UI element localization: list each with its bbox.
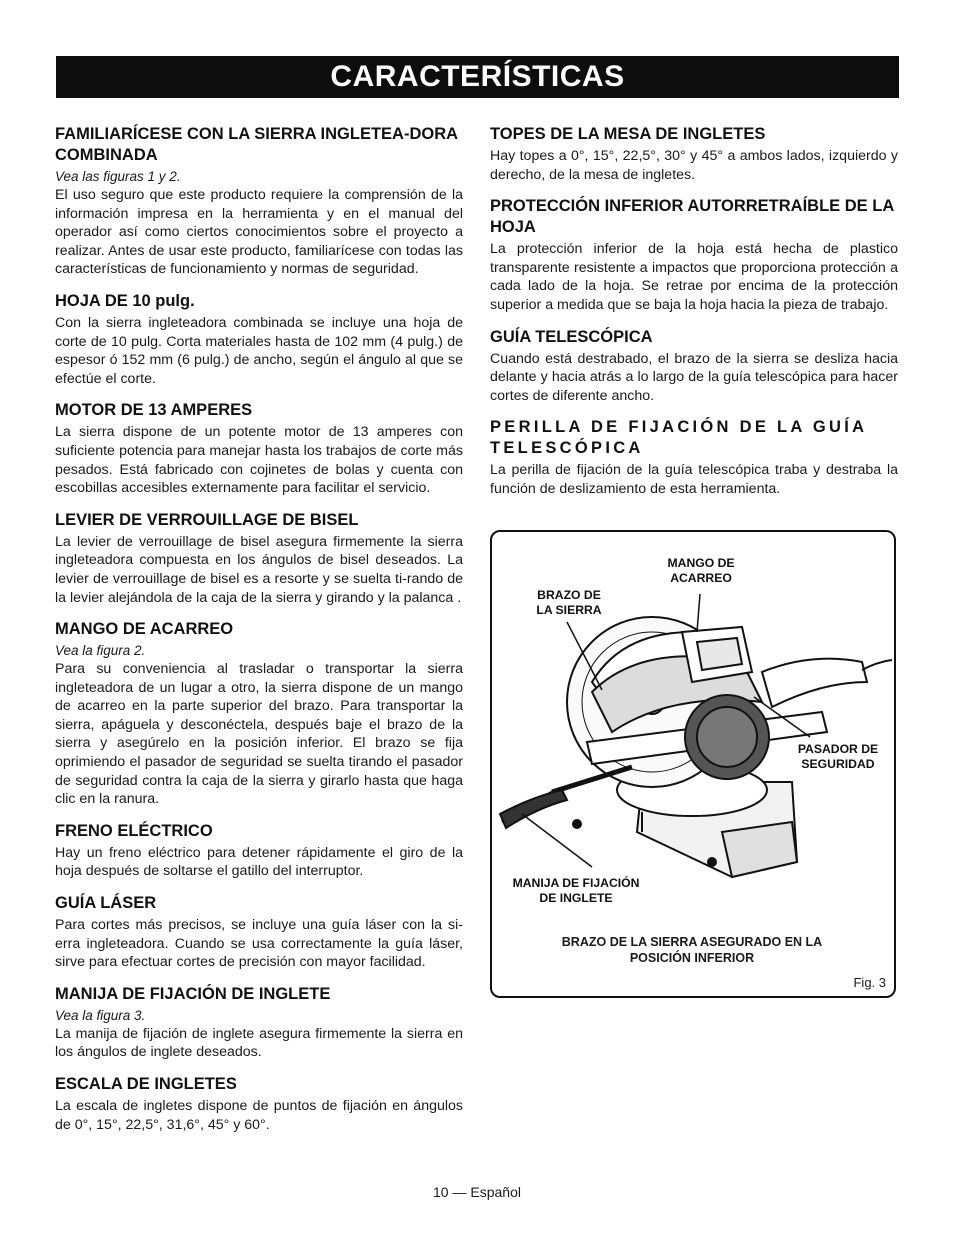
section-heading: MANIJA DE FIJACIÓN DE INGLETE [55, 984, 331, 1003]
right-column [490, 124, 898, 511]
page-footer: 10 — Español [433, 1184, 521, 1200]
section-heading: MOTOR DE 13 AMPERES [55, 401, 253, 420]
section-lower-guard [490, 196, 898, 314]
section-body: La perilla de fijación de la guía telescópica traba y destraba la función de deslizamiento de esta herramienta. [490, 462, 898, 497]
section-heading: PERILLA DE FIJACIÓN DE LA GUÍA TELESCÓPICA [490, 418, 867, 458]
figure-3 [490, 530, 896, 998]
section-table-stops [490, 124, 898, 184]
section-body: El uso seguro que este producto requiere la comprensión de la información impresa en la herramienta y en el manual del operador así como ciertos conocimientos sobre el proyecto a realizar. Antes de usar este producto, familiarícese con todas las características de funcionamiento y normas de seguridad. [55, 187, 463, 278]
section-note: Vea la figura 2. [55, 643, 146, 659]
section-body: Con la sierra ingleteadora combinada se incluye una hoja de corte de 10 pulg. Corta materiales hasta de 102 mm (4 pulg.) de espesor ó 152 mm (6 pulg.) de ancho, según el ángulo al que se efectúe el corte. [55, 314, 463, 387]
section-telescopic-knob [490, 417, 898, 498]
section-heading: TOPES DE LA MESA DE INGLETES [490, 125, 766, 143]
section-heading: PROTECCIÓN INFERIOR AUTORRETRAÍBLE DE LA HOJA [490, 197, 894, 237]
callout-miter-lock-handle: MANIJA DE FIJACIÓN DE INGLETE [512, 876, 640, 905]
section-heading: ESCALA DE INGLETES [55, 1075, 237, 1093]
section-blade [55, 291, 463, 388]
section-telescopic [490, 327, 898, 406]
section-heading: FAMILIARÍCESE CON LA SIERRA INGLETEA-DORA COMBINADA [55, 125, 458, 164]
section-body: Para cortes más precisos, se incluye una guía láser con la si-erra ingleteadora. Cuando se usa correctamente la guía láser, sirve para efectuar cortes de precisión con mayor facilidad. [55, 917, 463, 971]
section-miter-scale [55, 1074, 463, 1134]
section-bevel-lock [55, 510, 463, 607]
section-note: Vea la figura 3. [55, 1007, 146, 1023]
section-heading: HOJA DE 10 pulg. [55, 291, 195, 310]
section-laser [55, 893, 463, 972]
figure-label: Fig. 3 [853, 975, 886, 990]
section-brake [55, 821, 463, 881]
section-heading: GUÍA TELESCÓPICA [490, 327, 653, 346]
section-body: La manija de fijación de inglete asegura firmemente la sierra en los ángulos de inglete deseados. [55, 1025, 463, 1061]
section-body: La escala de ingletes dispone de puntos de fijación en ángulos de 0°, 15°, 22,5°, 31,6°, 45° y 60°. [55, 1098, 463, 1133]
section-familiarize [55, 124, 463, 279]
section-carry-handle [55, 619, 463, 809]
section-body: La protección inferior de la hoja está hecha de plastico transparente resistente a impactos que proporciona protección a cada lado de la hoja. Se retrae por encima de la protección superior a medida que se baja la hoja hacia la pieza de trabajo. [490, 241, 898, 313]
section-heading: MANGO DE ACARREO [55, 620, 234, 639]
callout-safety-pin: PASADOR DE SEGURIDAD [797, 742, 879, 771]
section-motor [55, 400, 463, 497]
section-body: Hay topes a 0°, 15°, 22,5°, 30° y 45° a ambos lados, izquierdo y derecho, de la mesa de ingletes. [490, 148, 898, 183]
section-body: La sierra dispone de un potente motor de 13 amperes con suficiente potencia para manejar hasta los trabajos de corte más pesados. Está fabricado con cojinetes de bolas y cuenta con escobillas accesibles externamente para facilitar el servicio. [55, 424, 463, 497]
section-note: Vea las figuras 1 y 2. [55, 169, 181, 184]
section-body: Cuando está destrabado, el brazo de la sierra se desliza hacia delante y hacia atrás a lo largo de la guía telescópica para hacer cortes de diferente ancho. [490, 350, 898, 404]
section-body: La levier de verrouillage de bisel asegura firmemente la sierra ingleteadora compuesta en los ángulos de bisel deseados. La levier de verrouillage de bisel es a resorte y se suelta ti-rando de la levier alejándola de la caja de la sierra y girando y la palanca . [55, 533, 463, 606]
section-heading: LEVIER DE VERROUILLAGE DE BISEL [55, 510, 359, 529]
section-miter-lock [55, 984, 463, 1062]
callout-saw-arm: BRAZO DE LA SIERRA [536, 588, 602, 617]
section-body: Para su conveniencia al trasladar o transportar la sierra ingleteadora de un lugar a otro, la sierra dispone de un mango de acarreo en la parte superior del brazo. Para transportar la sierra, apáguela y desconéctela, después baje el brazo de la sierra y asegúrelo en la posición inferior. El brazo se fija oprimiendo el pasador de seguridad se suelta tirando el pasador de seguridad contra la caja de la sierra y girarlo hasta que haga clic en la ranura. [55, 661, 463, 808]
section-heading: GUÍA LÁSER [55, 894, 157, 913]
section-heading: FRENO ELÉCTRICO [55, 821, 213, 840]
left-column [55, 124, 463, 1146]
callout-carry-handle: MANGO DE ACARREO [667, 556, 735, 585]
page-title: CARACTERÍSTICAS [56, 56, 899, 98]
section-body: Hay un freno eléctrico para detener rápidamente el giro de la hoja después de soltarse el gatillo del interruptor. [55, 844, 463, 880]
figure-caption: BRAZO DE LA SIERRA ASEGURADO EN LA POSICIÓN INFERIOR [561, 935, 823, 965]
